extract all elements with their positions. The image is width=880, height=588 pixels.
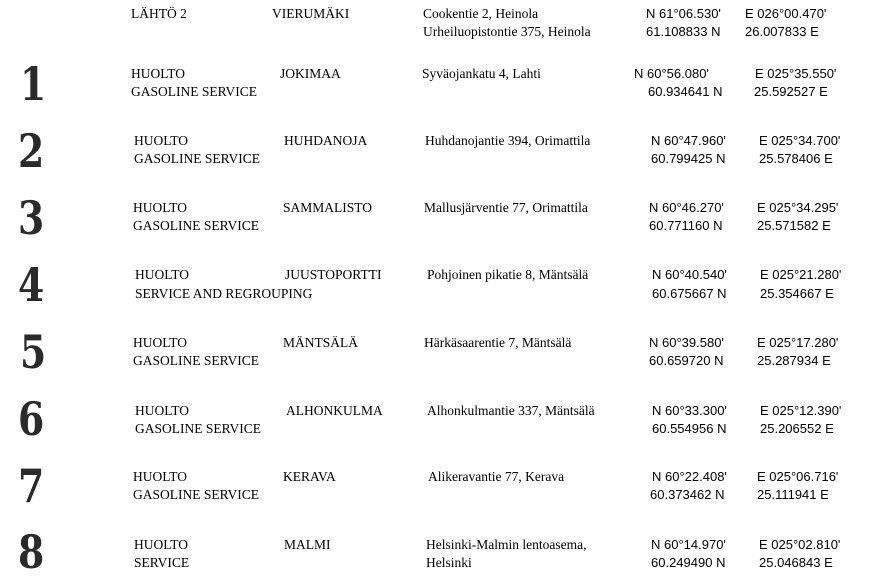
stop-number: 2 [18, 124, 45, 178]
stop-lon-dec: 25.578406 E [759, 151, 833, 166]
stop-place: KERAVA [283, 469, 336, 484]
stop-lat-dms: N 60°56.080' [634, 66, 709, 81]
stop-lat-dec: 60.771160 N [649, 218, 723, 233]
stop-lon-dec: 25.354667 E [760, 286, 834, 301]
stop-address-line1: Syväojankatu 4, Lahti [422, 66, 541, 81]
stop-address-line1: Alhonkulmantie 337, Mäntsälä [427, 403, 595, 418]
stop-number: 1 [20, 57, 47, 111]
stop-lat-dec: 60.659720 N [649, 353, 724, 368]
stop-type: HUOLTO [135, 403, 190, 418]
stop-lon-dms: E 025°21.280' [760, 267, 842, 282]
stop-row [0, 191, 880, 254]
stop-lon-dms: E 025°35.550' [755, 66, 837, 81]
stop-lon-dms: E 025°34.295' [757, 200, 839, 215]
stop-number: 5 [20, 325, 47, 379]
stop-place: SAMMALISTO [283, 200, 373, 215]
stop-address-line1: Pohjoinen pikatie 8, Mäntsälä [427, 267, 589, 282]
start-lat-dms: N 61°06.530' [646, 6, 721, 21]
start-address-line1: Cookentie 2, Heinola [423, 6, 539, 21]
stop-lat-dec: 60.249490 N [651, 555, 726, 570]
stop-row [0, 392, 880, 455]
stop-number: 3 [18, 191, 45, 245]
stop-lon-dms: E 025°06.716' [757, 469, 839, 484]
start-address-line2: Urheiluopistontie 375, Heinola [423, 24, 591, 39]
start-row [0, 5, 880, 65]
stop-service: GASOLINE SERVICE [131, 84, 258, 99]
stop-service: GASOLINE SERVICE [134, 151, 261, 166]
stop-row [0, 325, 880, 388]
stop-number: 8 [18, 525, 45, 579]
stop-address-line1: Mallusjärventie 77, Orimattila [424, 200, 588, 215]
stop-number: 4 [18, 258, 45, 312]
stop-type: HUOLTO [133, 335, 188, 350]
stop-type: HUOLTO [131, 66, 186, 81]
stop-lat-dms: N 60°46.270' [649, 200, 724, 215]
stop-lon-dec: 25.046843 E [759, 555, 833, 570]
stop-service: SERVICE [134, 555, 190, 570]
stop-lon-dms: E 025°12.390' [760, 403, 842, 418]
stop-number: 6 [18, 392, 45, 446]
stop-place: JUUSTOPORTTI [285, 267, 382, 282]
stop-lon-dms: E 025°17.280' [757, 335, 839, 350]
stop-lon-dec: 25.206552 E [760, 421, 834, 436]
stop-address-line1: Alikeravantie 77, Kerava [428, 469, 565, 484]
stop-type: HUOLTO [134, 133, 189, 148]
start-lon-dms: E 026°00.470' [745, 6, 827, 21]
start-lat-dec: 61.108833 N [646, 24, 721, 39]
stop-row [0, 57, 880, 120]
stop-address-line1: Härkäsaarentie 7, Mäntsälä [424, 335, 572, 350]
stop-lat-dec: 60.799425 N [651, 151, 726, 166]
start-place: VIERUMÄKI [272, 6, 350, 21]
stop-lon-dms: E 025°02.810' [759, 537, 841, 552]
stop-address-line1: Huhdanojantie 394, Orimattila [425, 133, 591, 148]
stop-lat-dec: 60.373462 N [650, 487, 725, 502]
stop-lat-dms: N 60°40.540' [652, 267, 727, 282]
stop-lon-dec: 25.111941 E [757, 487, 829, 502]
stop-type: HUOLTO [134, 537, 189, 552]
stop-service: GASOLINE SERVICE [133, 218, 260, 233]
stop-lat-dms: N 60°47.960' [651, 133, 726, 148]
stop-lat-dec: 60.934641 N [648, 84, 723, 99]
stop-lat-dms: N 60°14.970' [651, 537, 726, 552]
stop-row [0, 459, 880, 522]
start-lon-dec: 26.007833 E [745, 24, 819, 39]
stop-number: 7 [18, 459, 45, 513]
stop-lat-dms: N 60°22.408' [652, 469, 727, 484]
start-type: LÄHTÖ 2 [131, 6, 187, 21]
stop-type: HUOLTO [135, 267, 190, 282]
stop-address-line1: Helsinki-Malmin lentoasema, [426, 537, 587, 552]
stop-row [0, 124, 880, 187]
stop-lon-dec: 25.592527 E [754, 84, 828, 99]
stop-service: SERVICE AND REGROUPING [135, 286, 313, 301]
stop-type: HUOLTO [133, 200, 188, 215]
stop-place: ALHONKULMA [286, 403, 383, 418]
stop-place: MALMI [284, 537, 331, 552]
stop-place: JOKIMAA [280, 66, 341, 81]
stop-place: MÄNTSÄLÄ [283, 335, 359, 350]
stop-row [0, 525, 880, 588]
stop-service: GASOLINE SERVICE [133, 353, 260, 368]
stop-lat-dec: 60.675667 N [652, 286, 727, 301]
stop-service: GASOLINE SERVICE [135, 421, 262, 436]
stop-lon-dec: 25.571582 E [757, 218, 831, 233]
stop-service: GASOLINE SERVICE [133, 487, 260, 502]
stop-address-line2: Helsinki [426, 555, 472, 570]
stop-lon-dec: 25.287934 E [757, 353, 831, 368]
stop-lat-dec: 60.554956 N [652, 421, 727, 436]
stop-lat-dms: N 60°33.300' [652, 403, 727, 418]
stop-lon-dms: E 025°34.700' [759, 133, 841, 148]
stop-place: HUHDANOJA [284, 133, 368, 148]
stop-row [0, 258, 880, 321]
stop-lat-dms: N 60°39.580' [649, 335, 724, 350]
stop-type: HUOLTO [133, 469, 188, 484]
